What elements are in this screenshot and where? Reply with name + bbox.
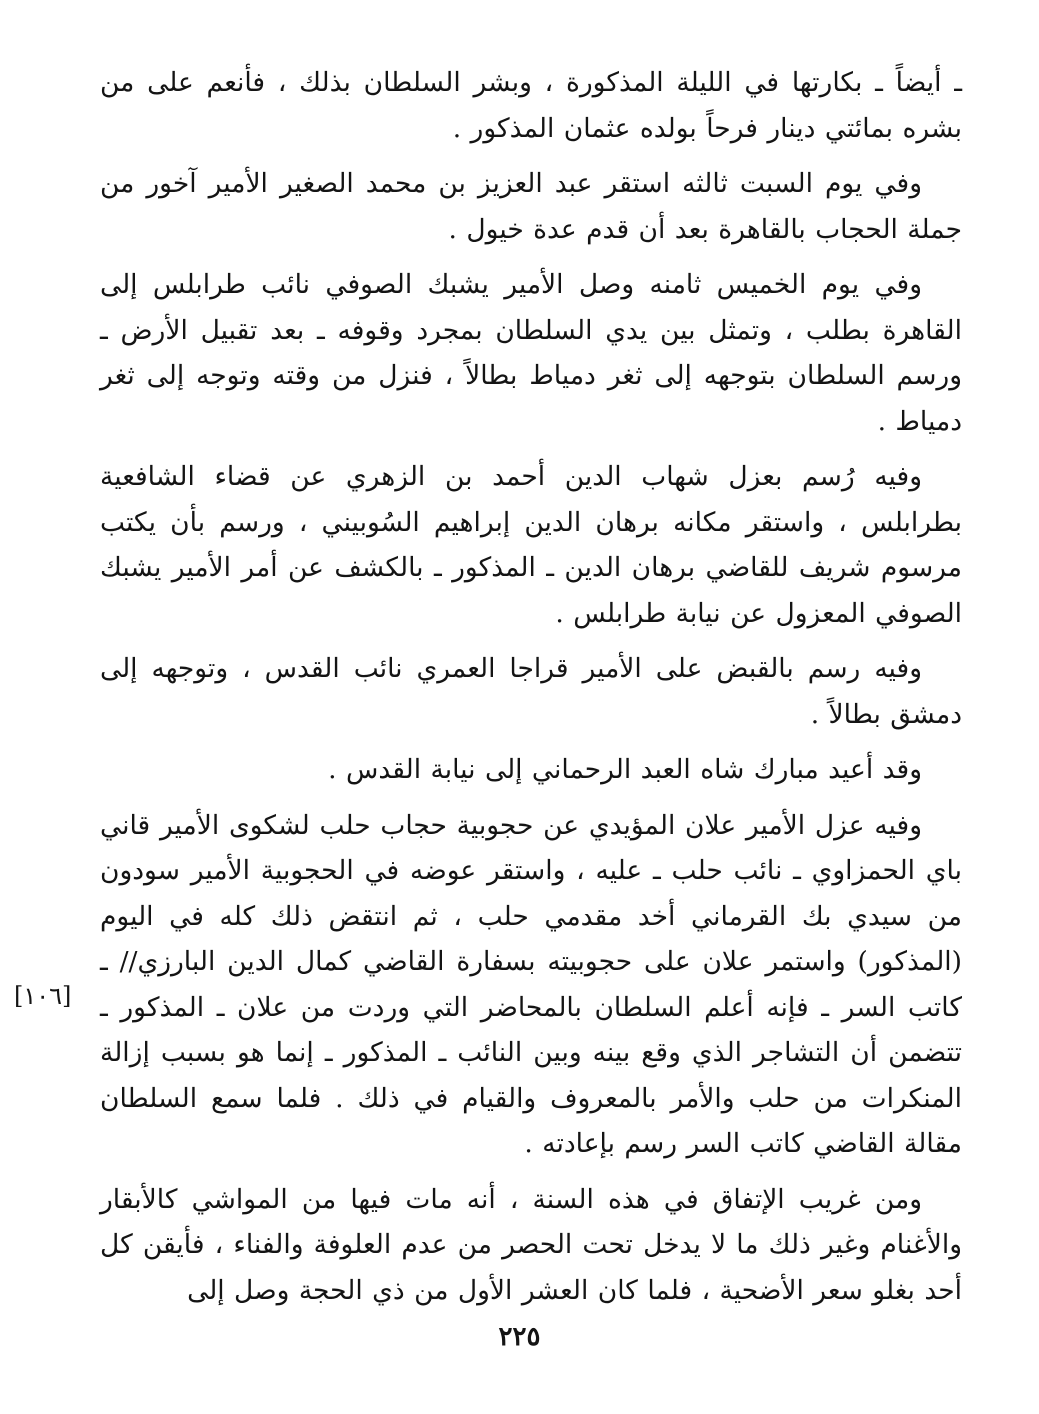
- manuscript-folio-reference: [١٠٦]: [14, 982, 72, 1010]
- paragraph-1: ـ أيضاً ـ بكارتها في الليلة المذكورة ، وبشر السلطان بذلك ، فأنعم على من بشره بمائتي دينار فرحاً بولده عثمان المذكور .: [100, 67, 962, 144]
- paragraph-3: وفي يوم الخميس ثامنه وصل الأمير يشبك الصوفي نائب طرابلس إلى القاهرة بطلب ، وتمثل بين يدي السلطان بمجرد وقوفه ـ بعد تقبيل الأرض ـ ورسم السلطان بتوجهه إلى ثغر دمياط بطالاً ، فنزل من وقته وتوجه إلى ثغر دمياط .: [100, 269, 962, 437]
- paragraph-2: وفي يوم السبت ثالثه استقر عبد العزيز بن محمد الصغير الأمير آخور من جملة الحجاب بالقاهرة بعد أن قدم عدة خيول .: [100, 168, 962, 245]
- paragraph-4: وفيه رُسم بعزل شهاب الدين أحمد بن الزهري عن قضاء الشافعية بطرابلس ، واستقر مكانه برهان الدين إبراهيم السُوبيني ، ورسم بأن يكتب مرسوم شريف للقاضي برهان الدين ـ المذكور ـ بالكشف عن أمر الأمير يشبك الصوفي المعزول عن نيابة طرابلس .: [100, 461, 962, 629]
- paragraph-8: ومن غريب الإتفاق في هذه السنة ، أنه مات فيها من المواشي كالأبقار والأغنام وغير ذلك ما لا يدخل تحت الحصر من عدم العلوفة والفناء ، فأيقن كل أحد بغلو سعر الأضحية ، فلما كان العشر الأول من ذي الحجة وصل إلى: [100, 1183, 962, 1306]
- paragraph-5: وفيه رسم بالقبض على الأمير قراجا العمري نائب القدس ، وتوجهه إلى دمشق بطالاً .: [100, 653, 962, 730]
- paragraph-7: وفيه عزل الأمير علان المؤيدي عن حجوبية حجاب حلب لشكوى الأمير قاني باي الحمزاوي ـ نائب حلب ـ عليه ، واستقر عوضه في الحجوبية الأمير سودون من سيدي بك القرماني أخد مقدمي حلب ، ثم انتقض ذلك كله في اليوم (المذكور) واستمر علان على حجوبيته بسفارة القاضي كمال الدين البارزي// ـ كاتب السر ـ فإنه أعلم السلطان بالمحاضر التي وردت من علان ـ المذكور ـ تتضمن أن التشاجر الذي وقع بينه وبين النائب ـ المذكور ـ إنما هو بسبب إزالة المنكرات من حلب والأمر بالمعروف والقيام في ذلك . فلما سمع السلطان مقالة القاضي كاتب السر رسم بإعادته .: [100, 809, 962, 1159]
- page-number: ٢٢٥: [498, 1322, 541, 1352]
- page-body: [100, 60, 962, 1360]
- paragraph-6: وقد أعيد مبارك شاه العبد الرحماني إلى نيابة القدس .: [328, 754, 922, 785]
